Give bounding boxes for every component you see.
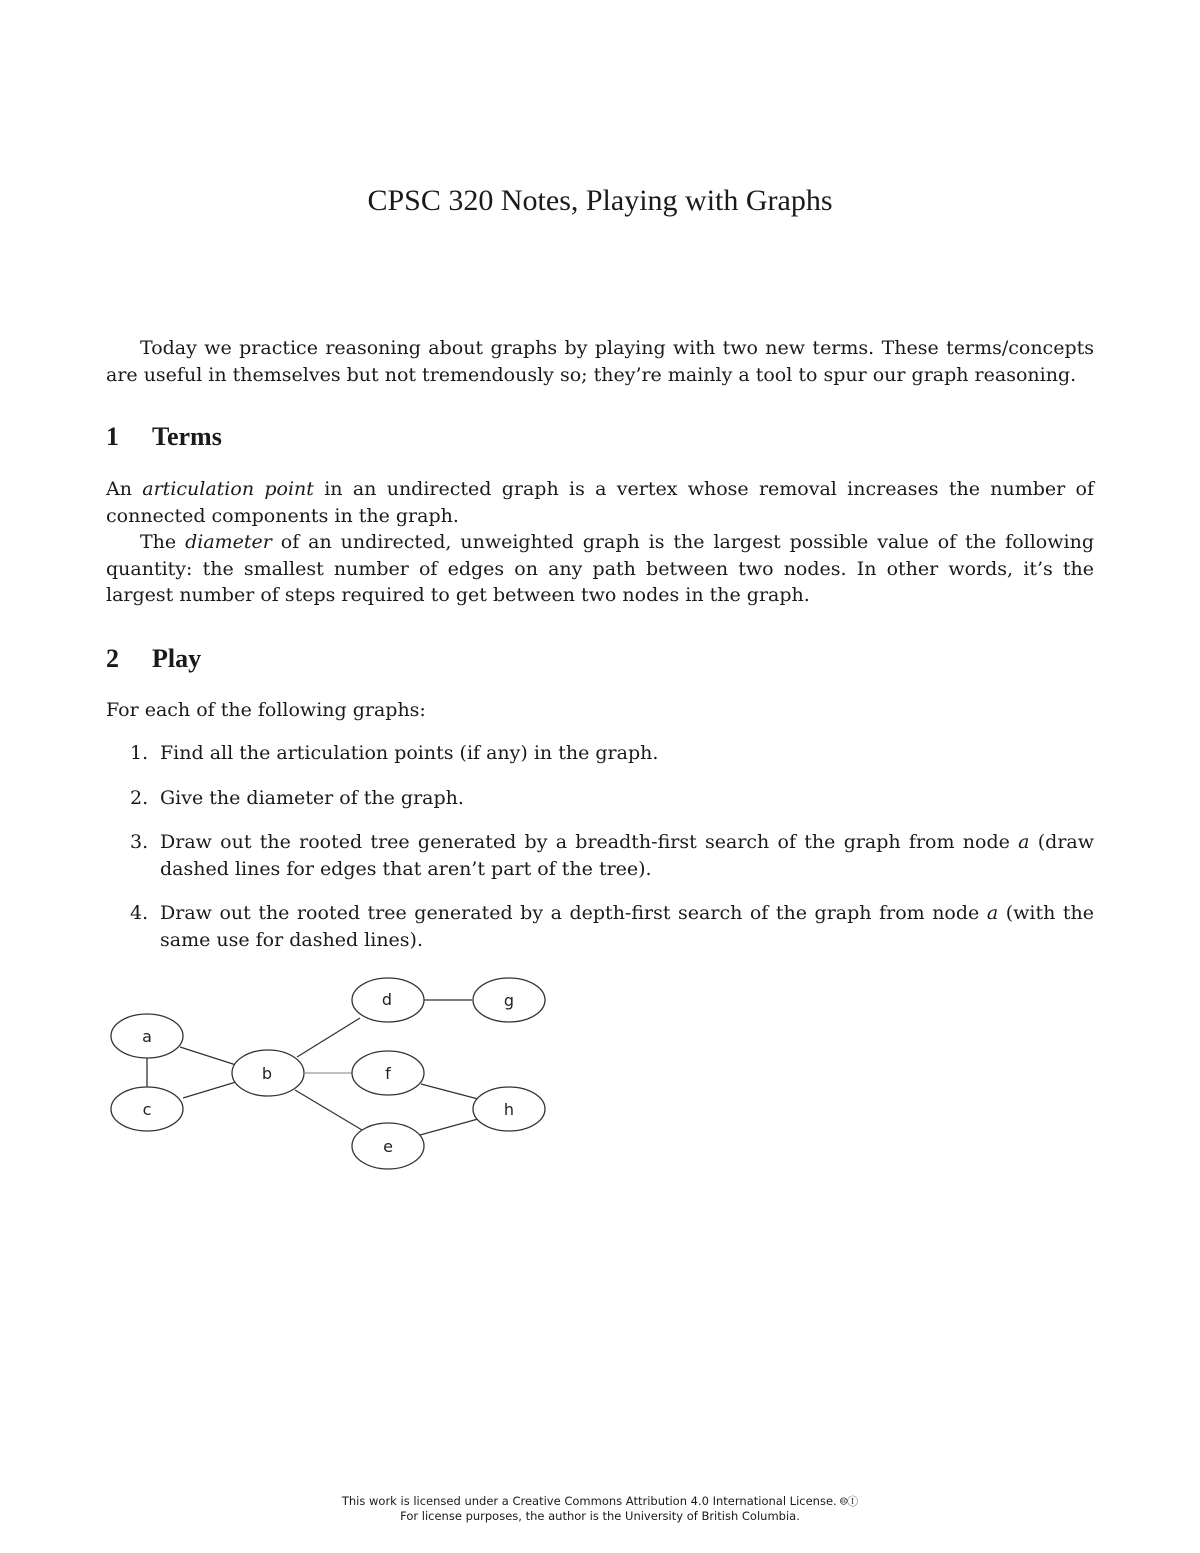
list-item xyxy=(106,785,1094,812)
edge-b-e xyxy=(295,1090,362,1130)
node-label-b: b xyxy=(261,1064,273,1083)
list-item-text: (draw dashed lines for edges that aren’t part of the tree). xyxy=(160,831,1094,880)
term-articulation-point: articulation point xyxy=(142,478,314,500)
edge-f-h xyxy=(421,1084,478,1099)
page-title: CPSC 320 Notes, Playing with Graphs xyxy=(367,184,833,217)
list-marker: 4. xyxy=(130,902,149,924)
section-2-number: 2 xyxy=(106,644,119,673)
section-1-title: Terms xyxy=(152,422,222,451)
list-marker: 2. xyxy=(130,786,149,809)
graph-edges xyxy=(147,1000,478,1135)
author-line: For license purposes, the author is the University of British Columbia. xyxy=(400,1509,800,1523)
edge-b-d xyxy=(297,1018,360,1057)
node-label-d: d xyxy=(381,990,393,1009)
list-item-text: Draw out the rooted tree generated by a depth-first search of the graph from node xyxy=(160,902,987,924)
list-item-text: Draw out the rooted tree generated by a breadth-first search of the graph from node xyxy=(160,831,1019,853)
definition-text: in an undirected graph is a vertex whose removal increases the number of connected components in the graph. xyxy=(106,478,1095,527)
node-label-e: e xyxy=(383,1137,393,1156)
intro-paragraph: Today we practice reasoning about graphs by playing with two new terms. These terms/concepts are useful in themselves but not tremendously so; they’re mainly a tool to spur our graph reasoning. xyxy=(106,337,1094,386)
definition-text: of an undirected, unweighted graph is the largest possible value of the following quantity: the smallest number of edges on any path between two nodes. In other words, it’s the largest number of steps required to get between two nodes in the graph. xyxy=(106,531,1094,606)
edge-a-b xyxy=(180,1047,236,1065)
graph-diagram xyxy=(100,970,560,1180)
list-item xyxy=(106,900,1094,953)
list-marker: 1. xyxy=(130,742,149,764)
section-2-heading xyxy=(106,644,201,674)
list-item xyxy=(106,829,1094,882)
articulation-point-definition xyxy=(106,476,1094,529)
list-item xyxy=(106,740,1094,767)
node-label-c: c xyxy=(142,1100,152,1119)
license-line xyxy=(0,1494,1200,1509)
definition-text: The xyxy=(140,531,186,553)
section-1-heading xyxy=(106,422,222,452)
list-item-text: Find all the articulation points (if any) in the graph. xyxy=(160,742,659,764)
list-item-text: (with the same use for dashed lines). xyxy=(160,902,1094,951)
definition-text: An xyxy=(106,478,143,500)
list-item-text: Give the diameter of the graph. xyxy=(160,786,464,809)
node-label-h: h xyxy=(503,1100,515,1119)
license-text: This work is licensed under a Creative Commons Attribution 4.0 International License. xyxy=(341,1494,837,1508)
section-1-number: 1 xyxy=(106,422,119,451)
node-label-a: a xyxy=(142,1027,152,1046)
node-label-f: f xyxy=(385,1064,391,1083)
task-list xyxy=(106,740,1094,971)
diameter-definition xyxy=(106,529,1094,609)
list-marker: 3. xyxy=(130,831,149,853)
play-lead-text: For each of the following graphs: xyxy=(106,699,426,721)
license-footer xyxy=(0,1494,1200,1523)
edge-c-b xyxy=(183,1082,236,1098)
edge-e-h xyxy=(420,1119,478,1135)
section-2-title: Play xyxy=(152,644,202,673)
cc-by-icon: 🅭Ⓘ xyxy=(840,1495,859,1508)
node-name: a xyxy=(986,902,999,924)
term-diameter: diameter xyxy=(185,531,272,553)
node-name: a xyxy=(1018,831,1030,853)
node-label-g: g xyxy=(503,991,515,1010)
